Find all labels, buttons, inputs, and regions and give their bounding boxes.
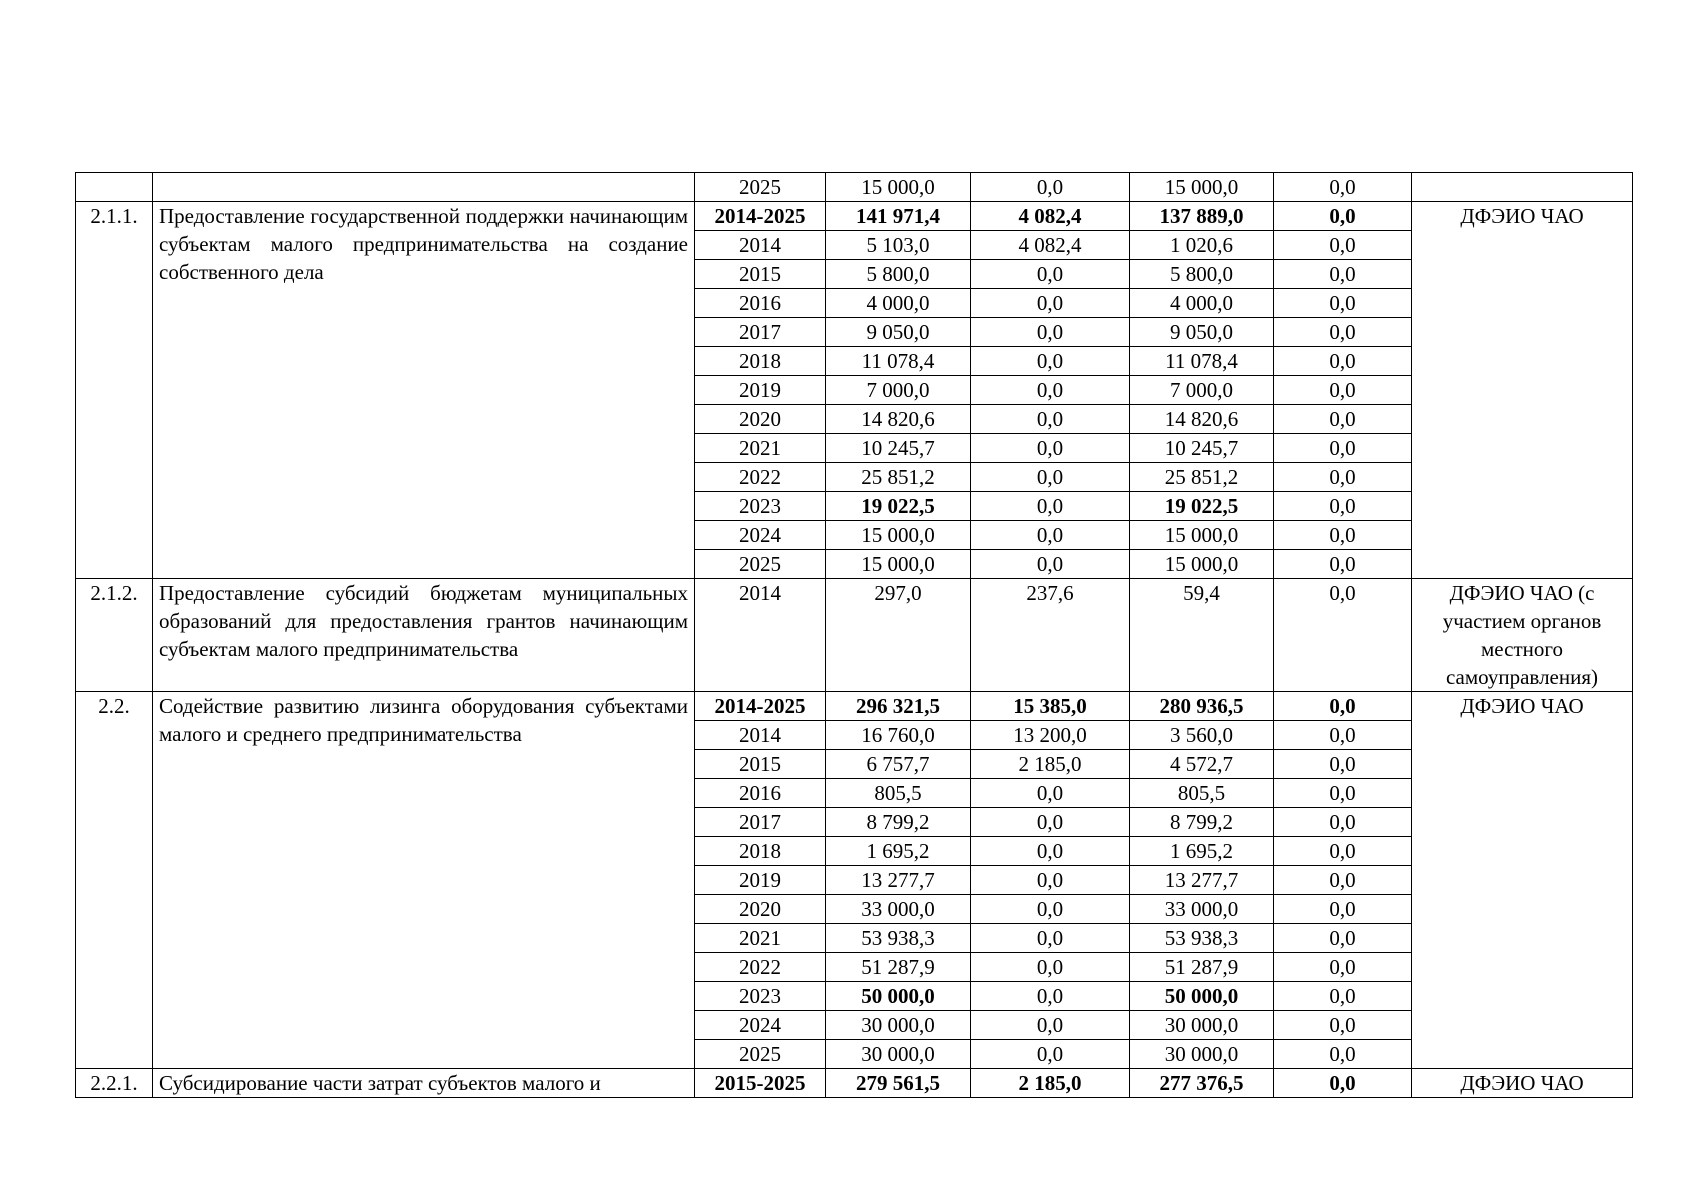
federal-budget-cell: 15 385,0 — [971, 692, 1130, 721]
federal-budget-cell: 0,0 — [971, 1040, 1130, 1069]
federal-budget-cell: 0,0 — [971, 779, 1130, 808]
year-cell: 2021 — [695, 434, 826, 463]
regional-budget-cell: 15 000,0 — [1130, 550, 1274, 579]
year-cell: 2014 — [695, 579, 826, 692]
measure-name-cell — [153, 173, 695, 202]
executor-cell: ДФЭИО ЧАО — [1412, 1069, 1633, 1098]
other-sources-cell: 0,0 — [1274, 405, 1412, 434]
item-number-cell: 2.1.2. — [76, 579, 153, 692]
table-row — [76, 579, 1633, 692]
program-funding-table — [75, 172, 1633, 1098]
total-cell: 13 277,7 — [826, 866, 971, 895]
federal-budget-cell: 0,0 — [971, 434, 1130, 463]
year-cell: 2024 — [695, 521, 826, 550]
year-cell: 2024 — [695, 1011, 826, 1040]
other-sources-cell: 0,0 — [1274, 866, 1412, 895]
other-sources-cell: 0,0 — [1274, 463, 1412, 492]
regional-budget-cell: 15 000,0 — [1130, 173, 1274, 202]
year-cell: 2015 — [695, 750, 826, 779]
federal-budget-cell: 0,0 — [971, 895, 1130, 924]
federal-budget-cell: 4 082,4 — [971, 202, 1130, 231]
other-sources-cell: 0,0 — [1274, 347, 1412, 376]
executor-cell: ДФЭИО ЧАО (с участием органов местного самоуправления) — [1412, 579, 1633, 692]
regional-budget-cell: 25 851,2 — [1130, 463, 1274, 492]
year-cell: 2015-2025 — [695, 1069, 826, 1098]
total-cell: 5 103,0 — [826, 231, 971, 260]
regional-budget-cell: 51 287,9 — [1130, 953, 1274, 982]
other-sources-cell: 0,0 — [1274, 231, 1412, 260]
year-cell: 2016 — [695, 289, 826, 318]
total-cell: 14 820,6 — [826, 405, 971, 434]
table-body — [76, 173, 1633, 1098]
year-cell: 2023 — [695, 492, 826, 521]
federal-budget-cell: 0,0 — [971, 521, 1130, 550]
federal-budget-cell: 2 185,0 — [971, 750, 1130, 779]
table-row — [76, 173, 1633, 202]
other-sources-cell: 0,0 — [1274, 202, 1412, 231]
year-cell: 2019 — [695, 866, 826, 895]
other-sources-cell: 0,0 — [1274, 521, 1412, 550]
federal-budget-cell: 0,0 — [971, 866, 1130, 895]
federal-budget-cell: 0,0 — [971, 837, 1130, 866]
year-cell: 2016 — [695, 779, 826, 808]
item-number-cell: 2.2.1. — [76, 1069, 153, 1098]
federal-budget-cell: 2 185,0 — [971, 1069, 1130, 1098]
total-cell: 1 695,2 — [826, 837, 971, 866]
total-cell: 7 000,0 — [826, 376, 971, 405]
federal-budget-cell: 0,0 — [971, 347, 1130, 376]
year-cell: 2014-2025 — [695, 692, 826, 721]
year-cell: 2023 — [695, 982, 826, 1011]
other-sources-cell: 0,0 — [1274, 953, 1412, 982]
total-cell: 6 757,7 — [826, 750, 971, 779]
total-cell: 15 000,0 — [826, 521, 971, 550]
total-cell: 4 000,0 — [826, 289, 971, 318]
regional-budget-cell: 8 799,2 — [1130, 808, 1274, 837]
federal-budget-cell: 0,0 — [971, 405, 1130, 434]
total-cell: 805,5 — [826, 779, 971, 808]
year-cell: 2014 — [695, 721, 826, 750]
federal-budget-cell: 0,0 — [971, 1011, 1130, 1040]
regional-budget-cell: 7 000,0 — [1130, 376, 1274, 405]
other-sources-cell: 0,0 — [1274, 750, 1412, 779]
other-sources-cell: 0,0 — [1274, 721, 1412, 750]
regional-budget-cell: 33 000,0 — [1130, 895, 1274, 924]
year-cell: 2025 — [695, 173, 826, 202]
measure-name-cell: Субсидирование части затрат субъектов малого и — [153, 1069, 695, 1098]
regional-budget-cell: 59,4 — [1130, 579, 1274, 692]
regional-budget-cell: 5 800,0 — [1130, 260, 1274, 289]
federal-budget-cell: 13 200,0 — [971, 721, 1130, 750]
regional-budget-cell: 30 000,0 — [1130, 1011, 1274, 1040]
federal-budget-cell: 0,0 — [971, 463, 1130, 492]
other-sources-cell: 0,0 — [1274, 924, 1412, 953]
regional-budget-cell: 1 020,6 — [1130, 231, 1274, 260]
other-sources-cell: 0,0 — [1274, 1040, 1412, 1069]
total-cell: 9 050,0 — [826, 318, 971, 347]
other-sources-cell: 0,0 — [1274, 550, 1412, 579]
regional-budget-cell: 280 936,5 — [1130, 692, 1274, 721]
regional-budget-cell: 11 078,4 — [1130, 347, 1274, 376]
total-cell: 141 971,4 — [826, 202, 971, 231]
federal-budget-cell: 0,0 — [971, 318, 1130, 347]
regional-budget-cell: 4 000,0 — [1130, 289, 1274, 318]
regional-budget-cell: 4 572,7 — [1130, 750, 1274, 779]
regional-budget-cell: 805,5 — [1130, 779, 1274, 808]
other-sources-cell: 0,0 — [1274, 376, 1412, 405]
year-cell: 2020 — [695, 895, 826, 924]
federal-budget-cell: 0,0 — [971, 173, 1130, 202]
year-cell: 2025 — [695, 550, 826, 579]
other-sources-cell: 0,0 — [1274, 289, 1412, 318]
total-cell: 10 245,7 — [826, 434, 971, 463]
year-cell: 2015 — [695, 260, 826, 289]
other-sources-cell: 0,0 — [1274, 579, 1412, 692]
other-sources-cell: 0,0 — [1274, 837, 1412, 866]
other-sources-cell: 0,0 — [1274, 895, 1412, 924]
year-cell: 2017 — [695, 318, 826, 347]
other-sources-cell: 0,0 — [1274, 1011, 1412, 1040]
total-cell: 19 022,5 — [826, 492, 971, 521]
item-number-cell — [76, 173, 153, 202]
other-sources-cell: 0,0 — [1274, 982, 1412, 1011]
year-cell: 2014-2025 — [695, 202, 826, 231]
regional-budget-cell: 10 245,7 — [1130, 434, 1274, 463]
year-cell: 2025 — [695, 1040, 826, 1069]
year-cell: 2018 — [695, 347, 826, 376]
federal-budget-cell: 0,0 — [971, 289, 1130, 318]
total-cell: 30 000,0 — [826, 1011, 971, 1040]
regional-budget-cell: 277 376,5 — [1130, 1069, 1274, 1098]
federal-budget-cell: 0,0 — [971, 492, 1130, 521]
year-cell: 2019 — [695, 376, 826, 405]
total-cell: 279 561,5 — [826, 1069, 971, 1098]
other-sources-cell: 0,0 — [1274, 434, 1412, 463]
other-sources-cell: 0,0 — [1274, 318, 1412, 347]
item-number-cell: 2.2. — [76, 692, 153, 1069]
measure-name-cell: Предоставление государственной поддержки начинающим субъектам малого предпринимательства на создание собственного дела — [153, 202, 695, 579]
regional-budget-cell: 13 277,7 — [1130, 866, 1274, 895]
year-cell: 2014 — [695, 231, 826, 260]
regional-budget-cell: 50 000,0 — [1130, 982, 1274, 1011]
regional-budget-cell: 14 820,6 — [1130, 405, 1274, 434]
year-cell: 2018 — [695, 837, 826, 866]
other-sources-cell: 0,0 — [1274, 1069, 1412, 1098]
other-sources-cell: 0,0 — [1274, 492, 1412, 521]
measure-name-cell: Предоставление субсидий бюджетам муниципальных образований для предоставления грантов начинающим субъектам малого предпринимательства — [153, 579, 695, 692]
other-sources-cell: 0,0 — [1274, 260, 1412, 289]
other-sources-cell: 0,0 — [1274, 173, 1412, 202]
regional-budget-cell: 19 022,5 — [1130, 492, 1274, 521]
total-cell: 16 760,0 — [826, 721, 971, 750]
total-cell: 30 000,0 — [826, 1040, 971, 1069]
federal-budget-cell: 0,0 — [971, 982, 1130, 1011]
federal-budget-cell: 0,0 — [971, 924, 1130, 953]
total-cell: 297,0 — [826, 579, 971, 692]
federal-budget-cell: 0,0 — [971, 260, 1130, 289]
total-cell: 33 000,0 — [826, 895, 971, 924]
total-cell: 51 287,9 — [826, 953, 971, 982]
federal-budget-cell: 0,0 — [971, 953, 1130, 982]
regional-budget-cell: 1 695,2 — [1130, 837, 1274, 866]
total-cell: 11 078,4 — [826, 347, 971, 376]
total-cell: 5 800,0 — [826, 260, 971, 289]
total-cell: 296 321,5 — [826, 692, 971, 721]
total-cell: 15 000,0 — [826, 173, 971, 202]
table-row — [76, 1069, 1633, 1098]
federal-budget-cell: 237,6 — [971, 579, 1130, 692]
federal-budget-cell: 4 082,4 — [971, 231, 1130, 260]
regional-budget-cell: 137 889,0 — [1130, 202, 1274, 231]
total-cell: 50 000,0 — [826, 982, 971, 1011]
year-cell: 2020 — [695, 405, 826, 434]
year-cell: 2017 — [695, 808, 826, 837]
year-cell: 2021 — [695, 924, 826, 953]
regional-budget-cell: 3 560,0 — [1130, 721, 1274, 750]
regional-budget-cell: 9 050,0 — [1130, 318, 1274, 347]
federal-budget-cell: 0,0 — [971, 376, 1130, 405]
item-number-cell: 2.1.1. — [76, 202, 153, 579]
table-row — [76, 202, 1633, 231]
total-cell: 53 938,3 — [826, 924, 971, 953]
measure-name-cell: Содействие развитию лизинга оборудования субъектами малого и среднего предпринимательства — [153, 692, 695, 1069]
total-cell: 25 851,2 — [826, 463, 971, 492]
regional-budget-cell: 15 000,0 — [1130, 521, 1274, 550]
table-row — [76, 692, 1633, 721]
executor-cell — [1412, 173, 1633, 202]
federal-budget-cell: 0,0 — [971, 550, 1130, 579]
executor-cell: ДФЭИО ЧАО — [1412, 202, 1633, 579]
regional-budget-cell: 30 000,0 — [1130, 1040, 1274, 1069]
year-cell: 2022 — [695, 953, 826, 982]
other-sources-cell: 0,0 — [1274, 808, 1412, 837]
executor-cell: ДФЭИО ЧАО — [1412, 692, 1633, 1069]
other-sources-cell: 0,0 — [1274, 779, 1412, 808]
total-cell: 15 000,0 — [826, 550, 971, 579]
regional-budget-cell: 53 938,3 — [1130, 924, 1274, 953]
year-cell: 2022 — [695, 463, 826, 492]
federal-budget-cell: 0,0 — [971, 808, 1130, 837]
total-cell: 8 799,2 — [826, 808, 971, 837]
other-sources-cell: 0,0 — [1274, 692, 1412, 721]
